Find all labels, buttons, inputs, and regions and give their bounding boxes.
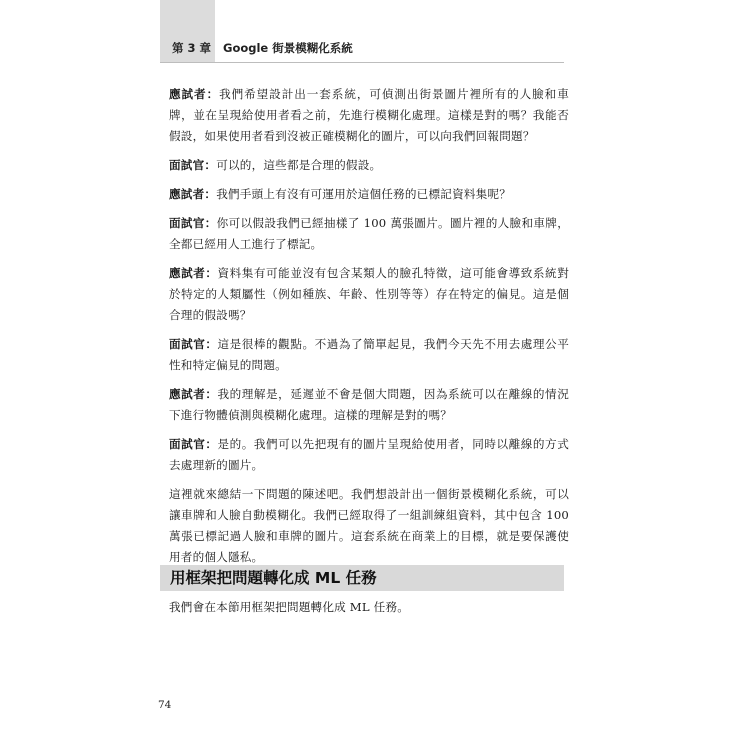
dialogue-paragraph (169, 384, 569, 426)
speaker-label: 應試者： (169, 266, 218, 280)
dialogue-text: 這是很棒的觀點。不過為了簡單起見，我們今天先不用去處理公平性和特定偏見的問題。 (169, 337, 569, 372)
dialogue-text: 我的理解是，延遲並不會是個大問題，因為系統可以在離線的情況下進行物體偵測與模糊化處理。這樣的理解是對的嗎？ (169, 387, 569, 422)
dialogue-text: 可以的，這些都是合理的假設。 (216, 158, 382, 172)
dialogue-text: 我們希望設計出一套系統，可偵測出街景圖片裡所有的人臉和車牌，並在呈現給使用者看之前，先進行模糊化處理。這樣是對的嗎？我能否假設，如果使用者看到沒被正確模糊化的圖片，可以向我們回報問題？ (169, 87, 569, 143)
dialogue-text: 資料集有可能並沒有包含某類人的臉孔特徵，這可能會導致系統對於特定的人類屬性（例如種族、年齡、性別等等）存在特定的偏見。這是個合理的假設嗎？ (169, 266, 569, 322)
dialogue-paragraph (169, 263, 569, 326)
section-body: 我們會在本節用框架把問題轉化成 ML 任務。 (169, 600, 410, 614)
speaker-label: 應試者： (169, 87, 220, 101)
speaker-label: 面試官： (169, 337, 218, 351)
section-title: 用框架把問題轉化成 ML 任務 (170, 569, 377, 587)
dialogue-content (169, 84, 569, 576)
dialogue-paragraph (169, 155, 569, 176)
dialogue-text: 是的。我們可以先把現有的圖片呈現給使用者，同時以離線的方式去處理新的圖片。 (169, 437, 569, 472)
dialogue-paragraph (169, 84, 569, 147)
summary-paragraph: 這裡就來總結一下問題的陳述吧。我們想設計出一個街景模糊化系統，可以讓車牌和人臉自動模糊化。我們已經取得了一組訓練組資料，其中包含 100 萬張已標記過人臉和車牌的圖片。這套系統在商業上的目標，就是要保護使用者的個人隱私。 (169, 487, 569, 564)
chapter-label: 第 3 章 (172, 41, 212, 55)
running-header (172, 40, 353, 56)
header-divider (160, 62, 564, 63)
dialogue-text: 你可以假設我們已經抽樣了 100 萬張圖片。圖片裡的人臉和車牌，全都已經用人工進行了標記。 (169, 216, 569, 251)
dialogue-paragraph (169, 213, 569, 255)
dialogue-text: 我們手頭上有沒有可運用於這個任務的已標記資料集呢？ (216, 187, 512, 201)
speaker-label: 應試者： (169, 187, 217, 201)
dialogue-paragraph (169, 434, 569, 476)
speaker-label: 面試官： (169, 216, 217, 230)
speaker-label: 面試官： (169, 158, 217, 172)
chapter-title: Google 街景模糊化系統 (223, 41, 353, 55)
page-number: 74 (158, 699, 172, 711)
dialogue-paragraph (169, 334, 569, 376)
speaker-label: 應試者： (169, 387, 218, 401)
dialogue-paragraph (169, 184, 569, 205)
speaker-label: 面試官： (169, 437, 218, 451)
